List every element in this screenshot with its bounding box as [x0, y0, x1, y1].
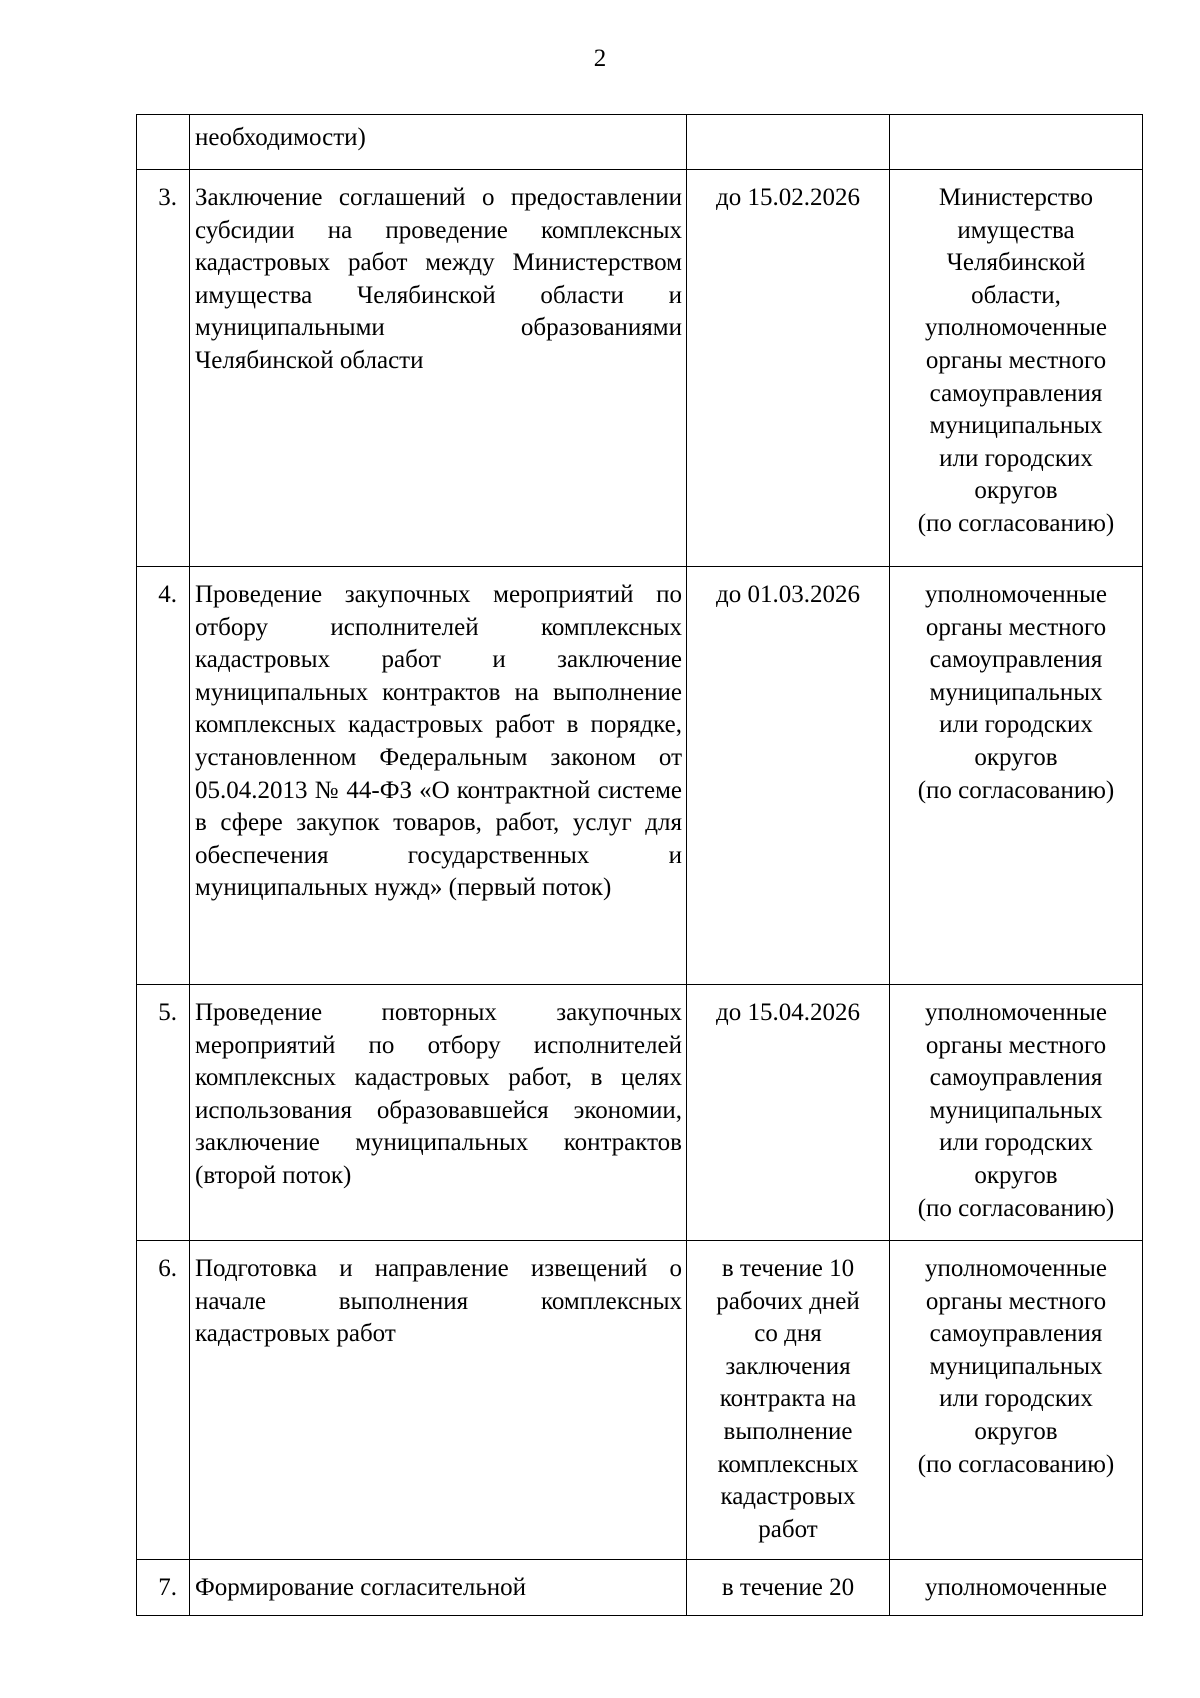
row-term [687, 115, 890, 170]
row-number: 6. [137, 1241, 190, 1560]
plan-table [136, 114, 1143, 1616]
table-row [137, 1560, 1143, 1616]
row-term: в течение 20 [687, 1560, 890, 1616]
row-responsible: уполномоченные [890, 1560, 1143, 1616]
table-row [137, 170, 1143, 567]
row-number: 3. [137, 170, 190, 567]
row-responsible [890, 115, 1143, 170]
row-term: в течение 10 рабочих дней со дня заключения контракта на выполнение комплексных кадастровых работ [687, 1241, 890, 1560]
row-task: Проведение повторных закупочных мероприятий по отбору исполнителей комплексных кадастровых работ, в целях использования образовавшейся экономии, заключение муниципальных контрактов (второй поток) [190, 985, 687, 1241]
row-number: 5. [137, 985, 190, 1241]
row-term: до 15.04.2026 [687, 985, 890, 1241]
row-task: Подготовка и направление извещений о начале выполнения комплексных кадастровых работ [190, 1241, 687, 1560]
row-task: необходимости) [190, 115, 687, 170]
row-responsible: уполномоченные органы местного самоуправления муниципальных или городских округов (по согласованию) [890, 985, 1143, 1241]
row-number [137, 115, 190, 170]
row-task: Заключение соглашений о предоставлении субсидии на проведение комплексных кадастровых работ между Министерством имущества Челябинской области и муниципальными образованиями Челябинской области [190, 170, 687, 567]
table-row [137, 115, 1143, 170]
page-number: 2 [593, 45, 607, 72]
table-row [137, 567, 1143, 985]
row-task: Формирование согласительной [190, 1560, 687, 1616]
table-row [137, 1241, 1143, 1560]
row-term: до 15.02.2026 [687, 170, 890, 567]
row-term: до 01.03.2026 [687, 567, 890, 985]
row-responsible: Министерство имущества Челябинской области, уполномоченные органы местного самоуправления муниципальных или городских округов (по согласованию) [890, 170, 1143, 567]
row-number: 4. [137, 567, 190, 985]
row-responsible: уполномоченные органы местного самоуправления муниципальных или городских округов (по согласованию) [890, 567, 1143, 985]
row-responsible: уполномоченные органы местного самоуправления муниципальных или городских округов (по согласованию) [890, 1241, 1143, 1560]
table-row [137, 985, 1143, 1241]
row-number: 7. [137, 1560, 190, 1616]
row-task: Проведение закупочных мероприятий по отбору исполнителей комплексных кадастровых работ и заключение муниципальных контрактов на выполнение комплексных кадастровых работ в порядке, установленном Федеральным законом от 05.04.2013 № 44-ФЗ «О контрактной системе в сфере закупок товаров, работ, услуг для обеспечения государственных и муниципальных нужд» (первый поток) [190, 567, 687, 985]
